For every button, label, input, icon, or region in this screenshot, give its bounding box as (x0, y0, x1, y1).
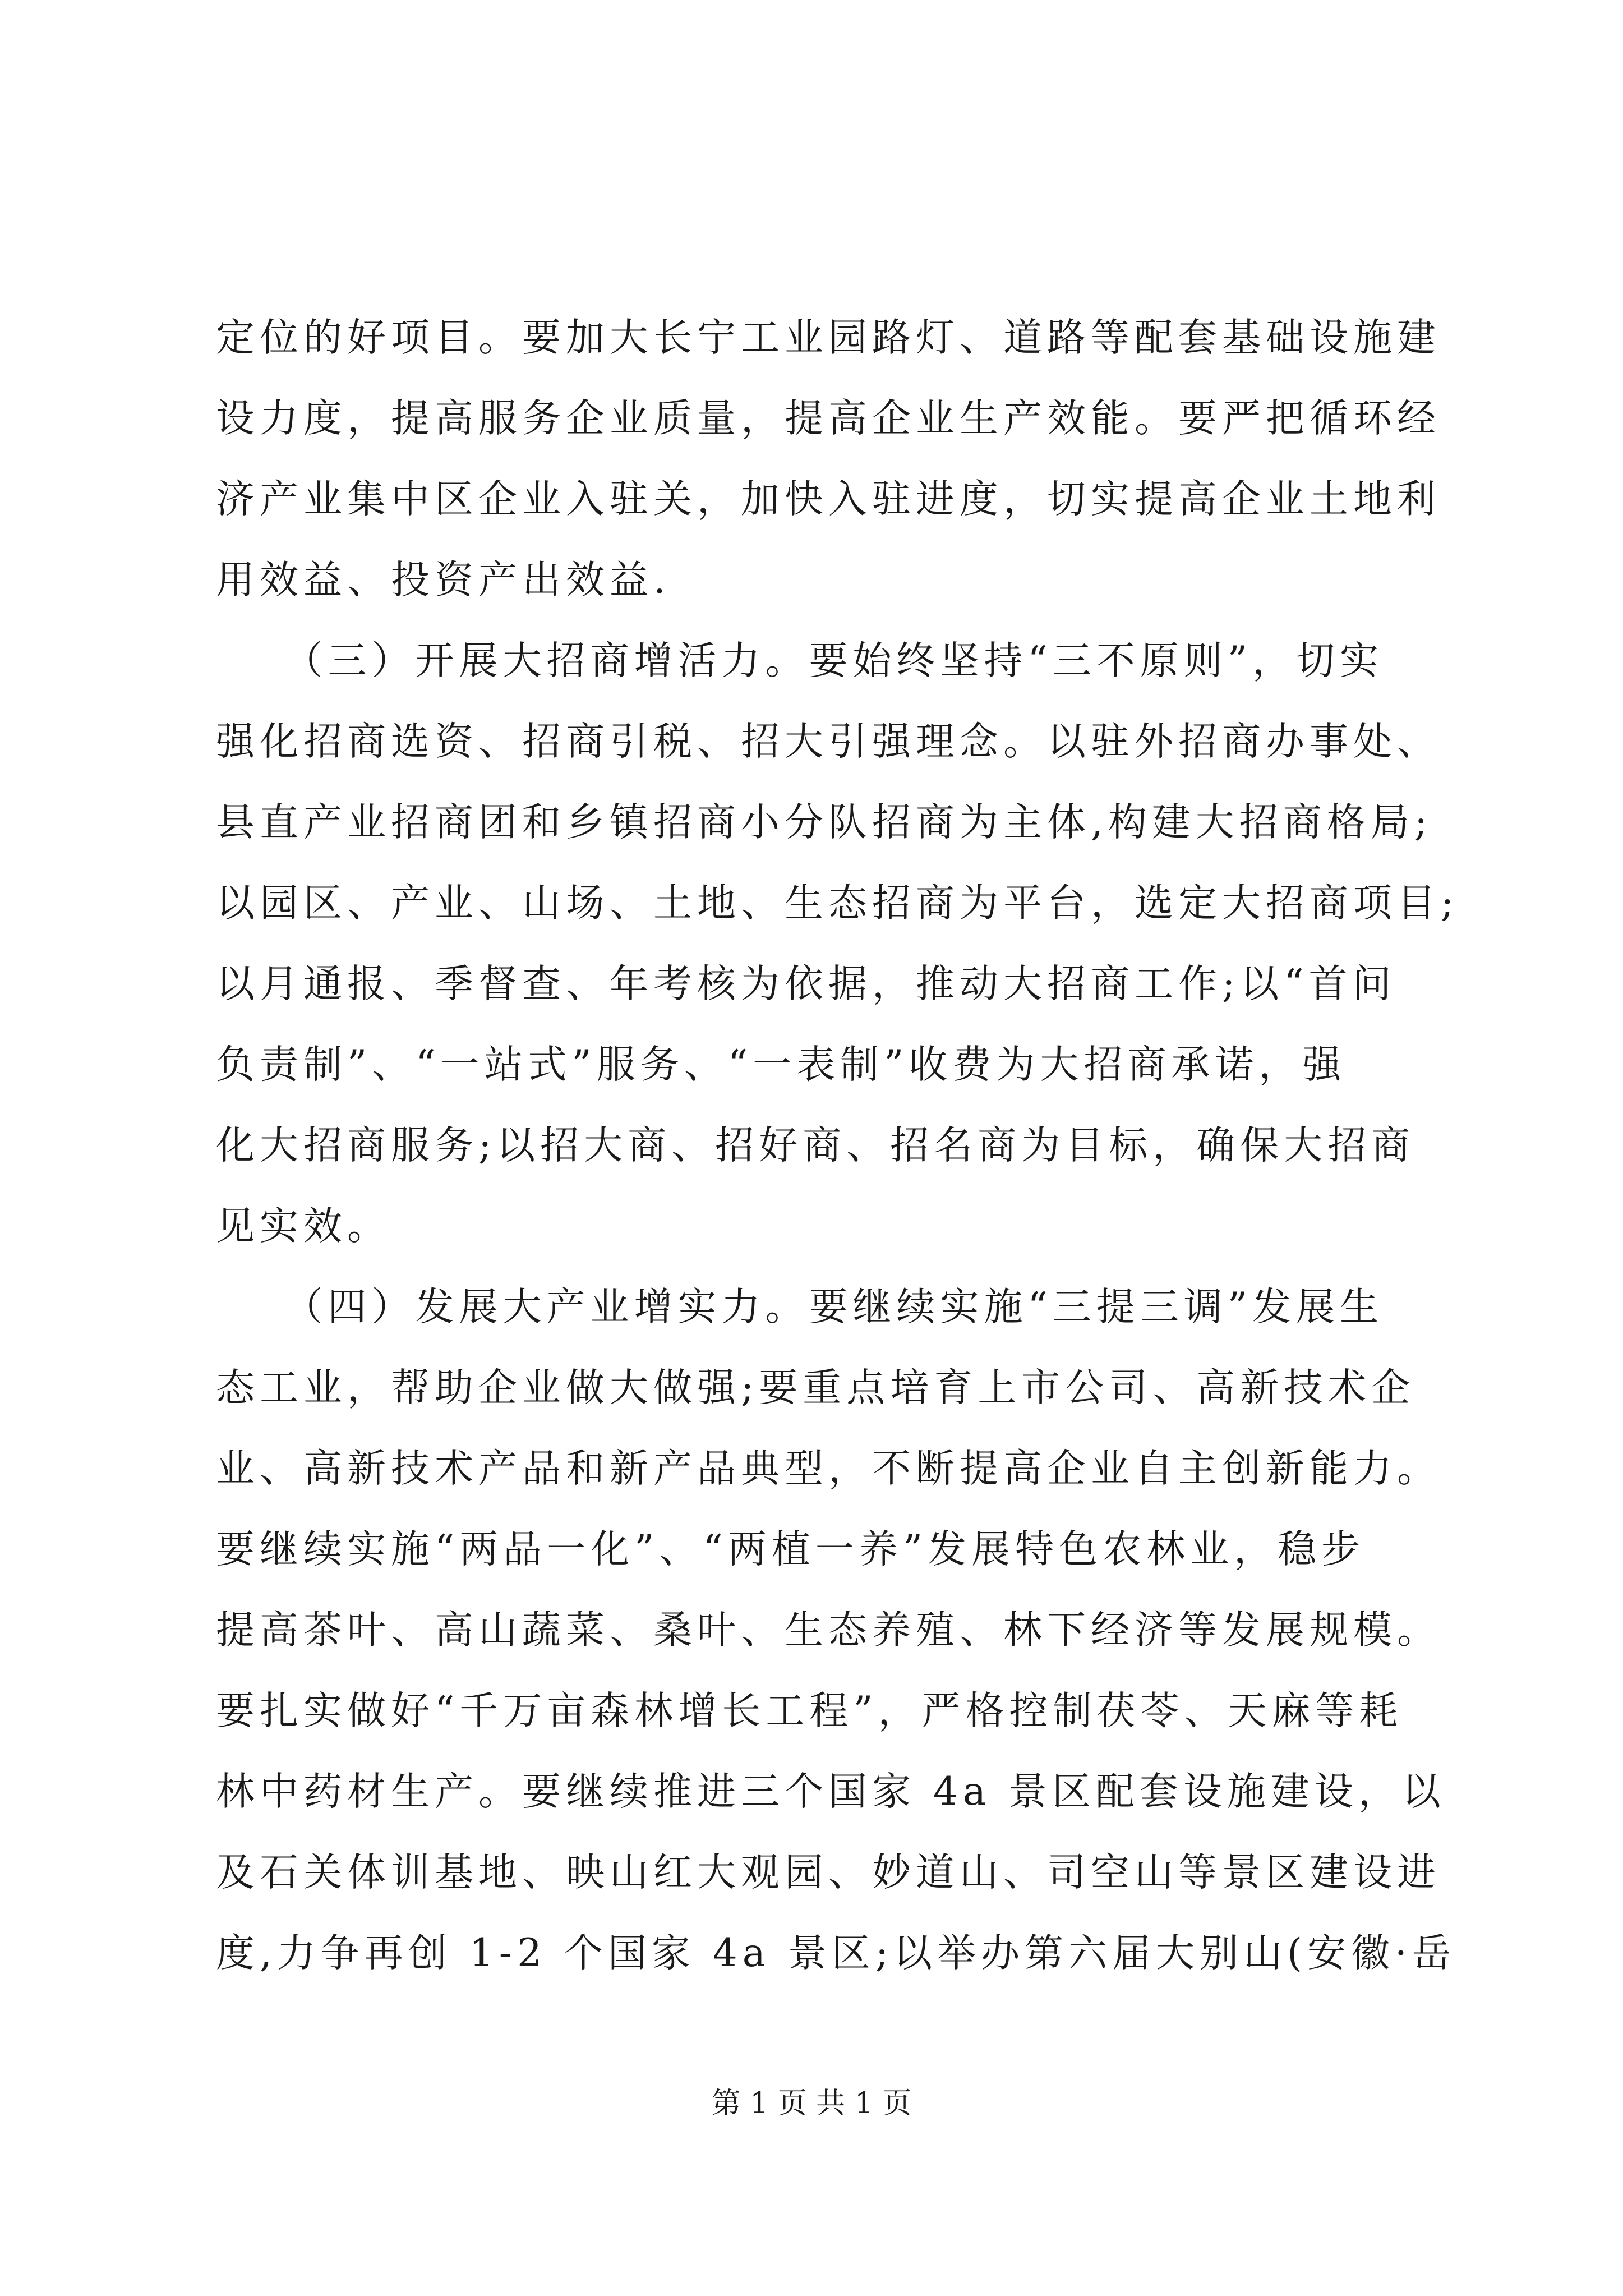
text-line: 提高茶叶、高山蔬菜、桑叶、生态养殖、林下经济等发展规模。 (216, 1608, 1441, 1653)
text-line: 以月通报、季督查、年考核为依据，推动大招商工作;以“首问 (216, 961, 1396, 1006)
text-line: 业、高新技术产品和新产品典型，不断提高企业自主创新能力。 (216, 1446, 1441, 1491)
text-line: 见实效。 (216, 1204, 391, 1249)
text-line: 设力度，提高服务企业质量，提高企业生产效能。要严把循环经 (216, 396, 1441, 441)
text-line: 要扎实做好“千万亩森林增长工程”，严格控制茯苓、天麻等耗 (216, 1688, 1403, 1733)
text-line: 定位的好项目。要加大长宁工业园路灯、道路等配套基础设施建 (216, 315, 1441, 360)
text-line: 负责制”、“一站式”服务、“一表制”收费为大招商承诺，强 (216, 1042, 1347, 1087)
text-line: 林中药材生产。要继续推进三个国家 4a 景区配套设施建设，以 (216, 1769, 1446, 1814)
text-line: 县直产业招商团和乡镇招商小分队招商为主体,构建大招商格局; (216, 800, 1433, 845)
page-footer: 第 1 页 共 1 页 (711, 2087, 912, 2120)
text-line: 度,力争再创 1-2 个国家 4a 景区;以举办第六届大别山(安徽·岳 (216, 1931, 1456, 1976)
text-line: （三）开展大招商增活力。要始终坚持“三不原则”，切实 (216, 638, 1384, 683)
text-line: 要继续实施“两品一化”、“两植一养”发展特色农林业，稳步 (216, 1527, 1366, 1572)
text-line: 及石关体训基地、映山红大观园、妙道山、司空山等景区建设进 (216, 1850, 1441, 1895)
text-line: 济产业集中区企业入驻关，加快入驻进度，切实提高企业土地利 (216, 477, 1441, 522)
text-line: （四）发展大产业增实力。要继续实施“三提三调”发展生 (216, 1285, 1384, 1329)
text-line: 化大招商服务;以招大商、招好商、招名商为目标，确保大招商 (216, 1123, 1415, 1168)
text-line: 态工业，帮助企业做大做强;要重点培育上市公司、高新技术企 (216, 1365, 1415, 1410)
text-line: 以园区、产业、山场、土地、生态招商为平台，选定大招商项目; (216, 881, 1459, 926)
text-line: 用效益、投资产出效益. (216, 558, 671, 602)
text-line: 强化招商选资、招商引税、招大引强理念。以驻外招商办事处、 (216, 719, 1441, 764)
body-text (216, 297, 1459, 1994)
